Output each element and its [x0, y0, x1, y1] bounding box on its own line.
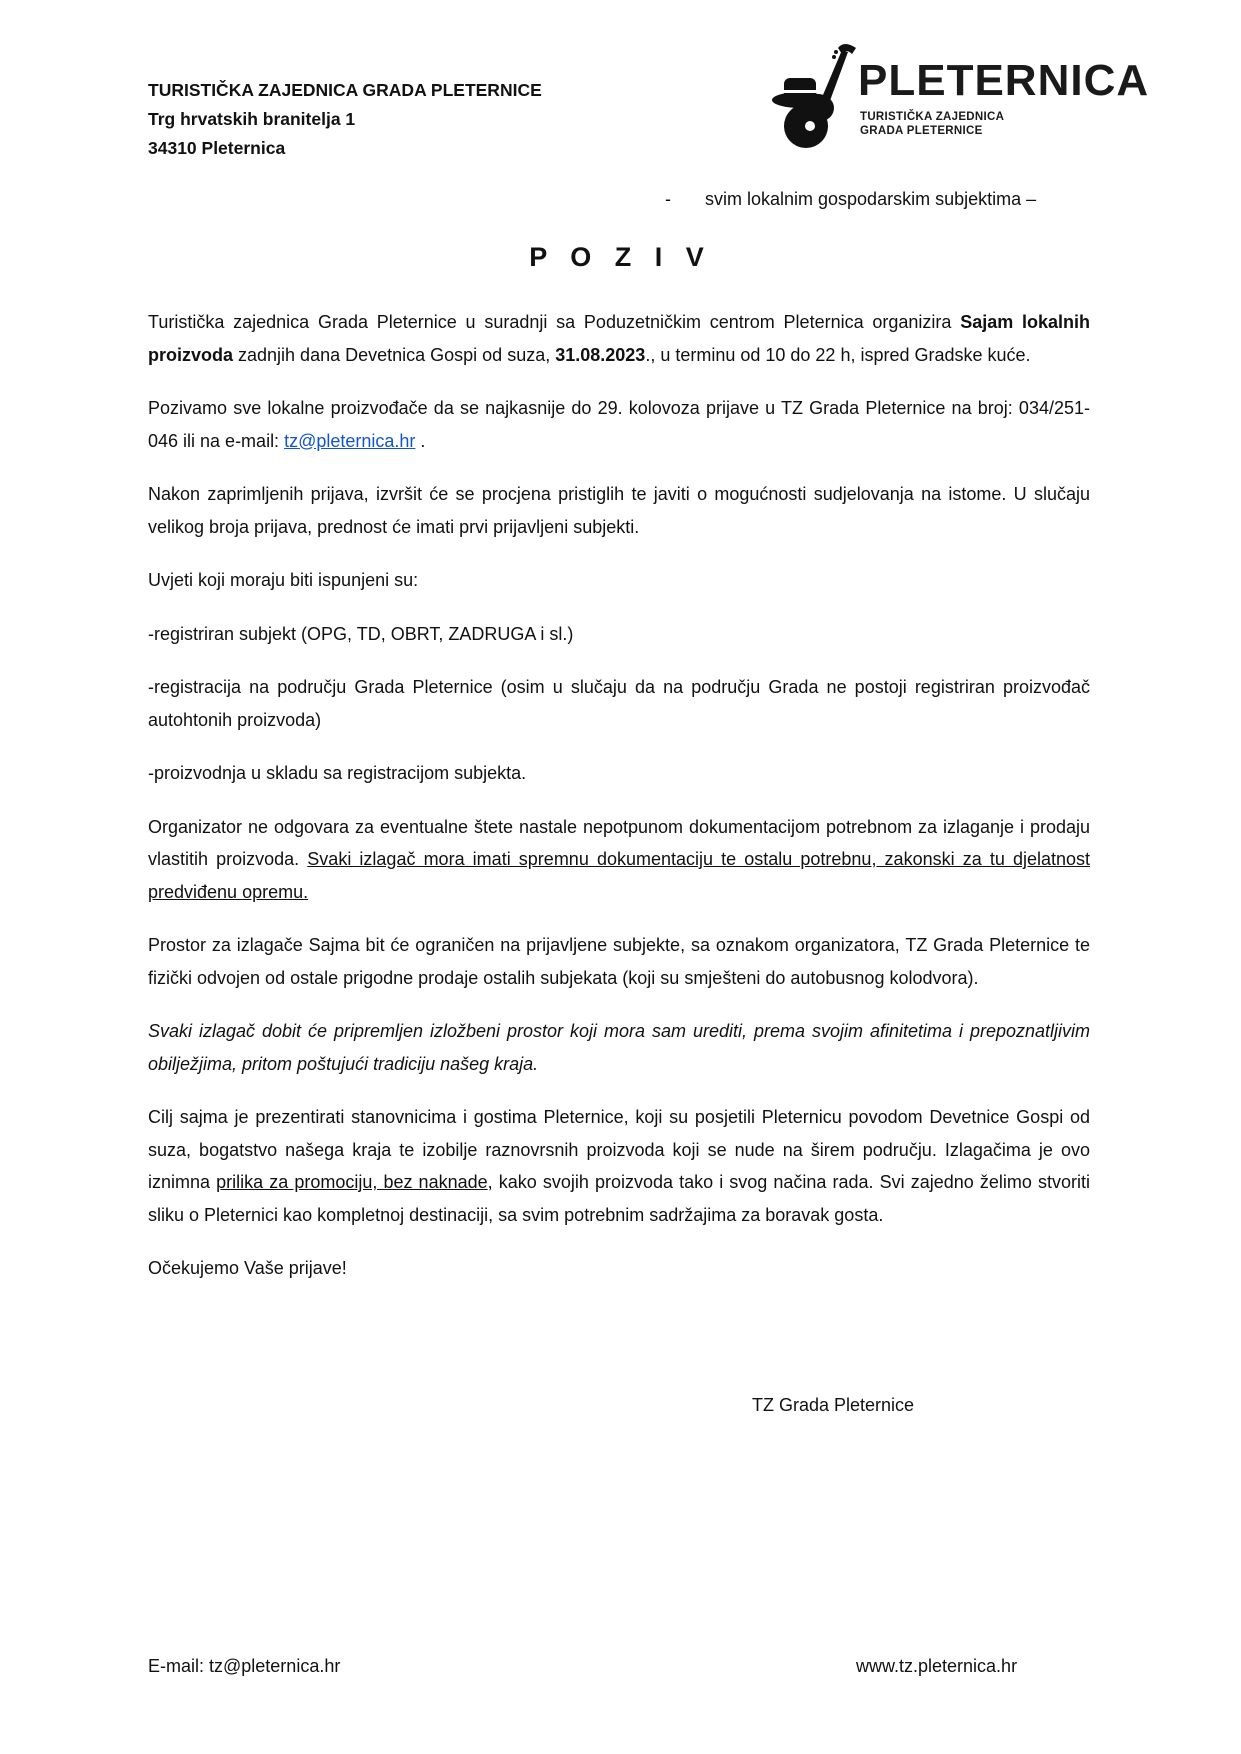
email-link[interactable]: tz@pleternica.hr [284, 430, 416, 451]
paragraph-goal [148, 1101, 1090, 1231]
underlined-requirement: Svaki izlagač mora imati spremnu dokumentaciju te ostalu potrebnu, zakonski za tu djelatnost predviđenu opremu. [148, 849, 1090, 902]
paragraph-space: Prostor za izlagače Sajma bit će ograničen na prijavljene subjekte, sa oznakom organizatora, TZ Grada Pleternice te fizički odvojen od ostale prigodne prodaje ostalih subjekata (koji su smješteni do autobusnog kolodvora). [148, 935, 1090, 988]
paragraph-invitation [148, 392, 1090, 457]
signature: TZ Grada Pleternice [752, 1395, 915, 1415]
logo-wordmark: PLETERNICA [858, 56, 1150, 105]
logo-subtitle-line1: TURISTIČKA ZAJEDNICA [860, 111, 1005, 123]
paragraph-closing: Očekujemo Vaše prijave! [148, 1258, 347, 1278]
paragraph-liability [148, 811, 1090, 909]
condition-item: -registriran subjekt (OPG, TD, OBRT, ZADRUGA i sl.) [148, 623, 574, 644]
event-name: Sajam lokalnih proizvoda [148, 312, 1091, 365]
recipient-text: svim lokalnim gospodarskim subjektima – [705, 189, 1037, 209]
footer-email: E-mail: tz@pleternica.hr [148, 1656, 341, 1676]
logo-subtitle-line2: GRADA PLETERNICE [860, 125, 983, 137]
document-title: P O Z I V [529, 242, 712, 272]
pleternica-logo [772, 42, 1172, 152]
text: Cilj sajma je prezentirati stanovnicima i gostima Pleternice, koji su posjetili Pleternicu povodom Devetnice Gospi od suza, bogatstvo našega kraja te izobilje raznovrsnih proizvoda koji se nude na širem području. Izlagačima je ovo iznimna [148, 1107, 1090, 1192]
text: . [415, 430, 426, 451]
text: Turistička zajednica Grada Pleternice u suradnji sa Poduzetničkim centrom Pleternica organizira [148, 312, 961, 332]
footer-website: www.tz.pleternica.hr [856, 1656, 1018, 1676]
text: zadnjih dana Devetnica Gospi od suza, [233, 344, 556, 365]
text: , kako svojih proizvoda tako i svog načina rada. Svi zajedno želimo stvoriti sliku o Pleternici kao kompletnoj destinaciji, sa svim potrebnim sadržajima za boravak gosta. [148, 1172, 1090, 1225]
sender-street: Trg hrvatskih branitelja 1 [148, 109, 356, 129]
underlined-opportunity: prilika za promociju, bez naknade [216, 1172, 488, 1192]
sender-name: TURISTIČKA ZAJEDNICA GRADA PLETERNICE [148, 80, 542, 100]
guitar-with-hat-icon [772, 42, 862, 152]
text: Pozivamo sve lokalne proizvođače da se najkasnije do 29. kolovoza prijave u TZ Grada Pleternice na broj: 034/251-046 ili na e-mail: [148, 398, 1090, 451]
condition-item: -proizvodnja u skladu sa registracijom subjekta. [148, 763, 527, 783]
paragraph-selection: Nakon zaprimljenih prijava, izvršit će se procjena pristiglih te javiti o mogućnosti sudjelovanja na istome. U slučaju velikog broja prijava, prednost će imati prvi prijavljeni subjekti. [148, 484, 1090, 537]
recipient-line [665, 189, 1036, 210]
paragraph-intro [148, 306, 1090, 371]
event-date: 31.08.2023 [555, 344, 646, 365]
paragraph-exhibitor-space: Svaki izlagač dobit će pripremljen izložbeni prostor koji mora sam urediti, prema svojim afinitetima i prepoznatljivim obilježjima, pritom poštujući tradiciju našeg kraja. [148, 1021, 1090, 1074]
recipient-dash: - [665, 189, 671, 209]
sender-address [148, 76, 542, 163]
paragraph-conditions-intro: Uvjeti koji moraju biti ispunjeni su: [148, 570, 419, 590]
document-body [148, 306, 1090, 1306]
condition-item: -registracija na području Grada Pleternice (osim u slučaju da na području Grada ne postoji registriran proizvođač autohtonih proizvoda) [148, 677, 1090, 730]
logo-subtitle [860, 110, 1004, 138]
sender-city: 34310 Pleternica [148, 138, 286, 158]
text: Organizator ne odgovara za eventualne štete nastale nepotpunom dokumentacijom potrebnom za izlaganje i prodaju vlastitih proizvoda. [148, 816, 1090, 869]
text: ., u terminu od 10 do 22 h, ispred Gradske kuće. [645, 344, 1031, 365]
